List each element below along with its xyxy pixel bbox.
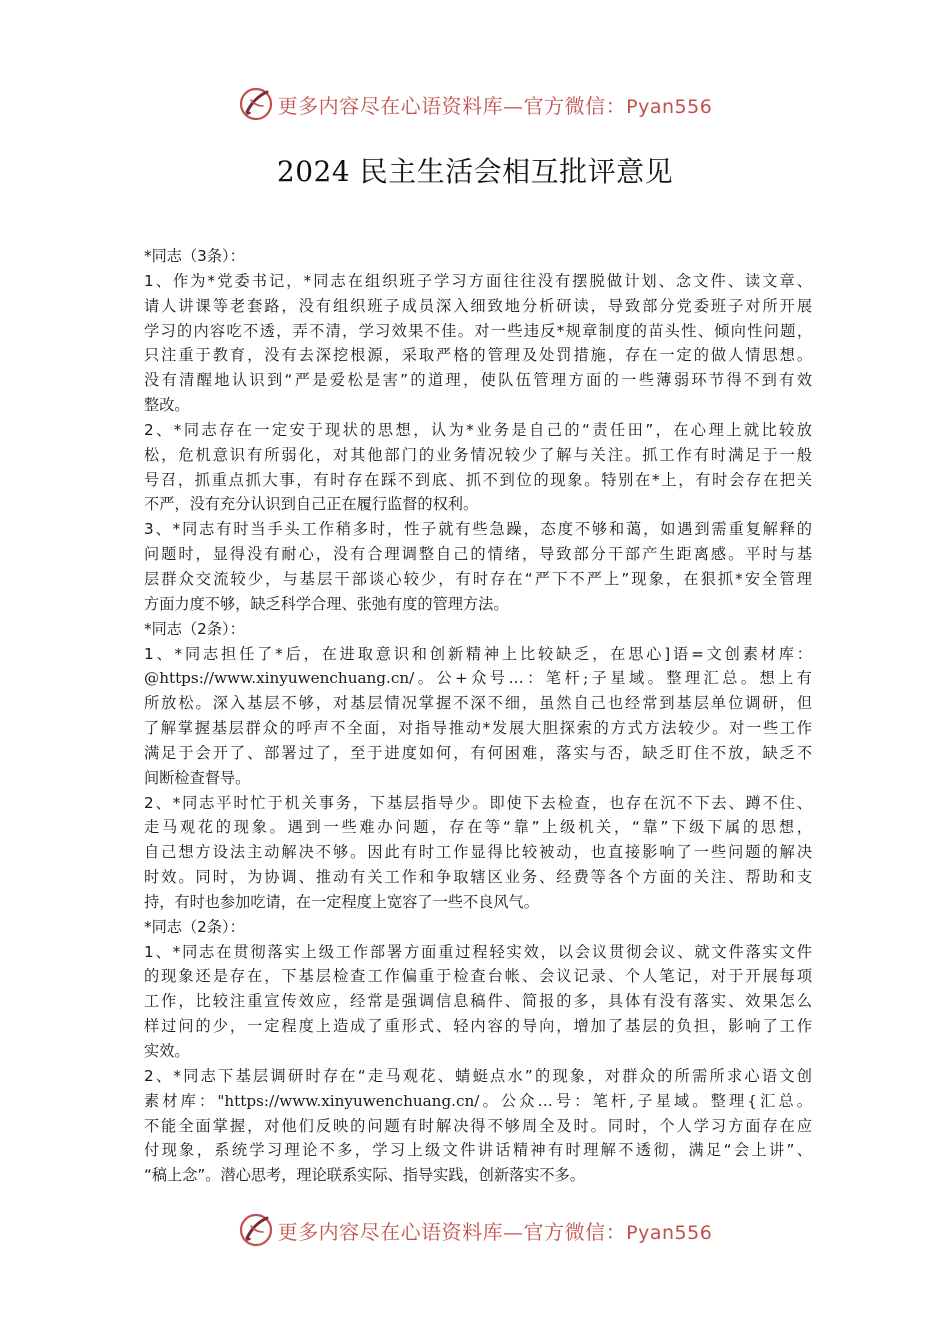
- text-line: 请人讲课等老套路，没有组织班子成员深入细致地分析研读，导致部分党委班子对所开展: [144, 296, 812, 315]
- text-line: 不能全面掌握，对他们反映的问题有时解决得不够周全及时。同时，个人学习方面存在应: [144, 1116, 812, 1135]
- wechat-id: Pyan556: [626, 95, 713, 118]
- wechat-id: Pyan556: [626, 1221, 713, 1244]
- text-line-url: @https://www.xinyuwenchuang.cn/。公+众号…：笔杆;子星域。整理汇总。想上有: [144, 669, 812, 688]
- text-line: 持，有时也参加吃请，在一定程度上宽容了一些不良风气。: [144, 892, 539, 911]
- text-line: 号召，抓重点抓大事，有时存在踩不到底、抓不到位的现象。特别在*上，有时会存在把关: [144, 470, 812, 489]
- text-line: 付现象，系统学习理论不多，学习上级文件讲话精神有时理解不透彻，满足“会上讲”、: [144, 1141, 812, 1160]
- brush-logo-icon: [238, 86, 274, 122]
- text-line: 没有清醒地认识到“严是爱松是害”的道理，使队伍管理方面的一些薄弱环节得不到有效: [144, 371, 812, 390]
- text-line: 自己想方设法主动解决不够。因此有时工作显得比较被动，也直接影响了一些问题的解决: [144, 843, 812, 862]
- text-line: 实效。: [144, 1042, 190, 1060]
- text-line: 满足于会开了、部署过了，至于进度如何，有何困难，落实与否，缺乏盯住不放，缺乏不: [144, 743, 812, 762]
- text-line: 2、*同志存在一定安于现状的思想，认为*业务是自己的“责任田”，在心理上就比较放: [144, 420, 812, 439]
- brush-logo-icon: [238, 1212, 274, 1248]
- text-line: 时效。同时，为协调、推动有关工作和争取辖区业务、经费等各个方面的关注、帮助和支: [144, 868, 812, 887]
- text-line: 层群众交流较少，与基层干部谈心较少，有时存在“严下不严上”现象，在狠抓*安全管理: [144, 569, 812, 588]
- text-line: 学习的内容吃不透，弄不清，学习效果不佳。对一些违反*规章制度的苗头性、倾向性问题，: [144, 321, 812, 340]
- section-heading: *同志（3条）：: [144, 247, 245, 265]
- text-line: 1、*同志在贯彻落实上级工作部署方面重过程轻实效，以会议贯彻会议、就文件落实文件: [144, 942, 812, 961]
- text-line: 所放松。深入基层不够，对基层情况掌握不深不细，虽然自己也经常到基层单位调研，但: [144, 694, 812, 713]
- text-line: 不严，没有充分认识到自己正在履行监督的权利。: [144, 495, 479, 514]
- text-line: 工作，比较注重宣传效应，经常是强调信息稿件、简报的多，具体有没有落实、效果怎么: [144, 992, 812, 1011]
- text-line: 间断检查督导。: [144, 768, 251, 787]
- text-line: “稿上念”。潜心思考，理论联系实际、指导实践，创新落实不多。: [144, 1166, 585, 1185]
- text-line: 3、*同志有时当手头工作稍多时，性子就有些急躁，态度不够和蔼，如遇到需重复解释的: [144, 520, 812, 539]
- text-line: 只注重于教育，没有去深挖根源，采取严格的管理及处罚措施，存在一定的做人情思想。: [144, 346, 812, 365]
- text-line: 1、*同志担任了*后，在进取意识和创新精神上比较缺乏，在思心]语=文创素材库：: [144, 644, 812, 663]
- text-line: 问题时，显得没有耐心，没有合理调整自己的情绪，导致部分干部产生距离感。平时与基: [144, 545, 812, 564]
- text-line: 2、*同志下基层调研时存在“走马观花、蜻蜓点水”的现象，对群众的所需所求心语文创: [144, 1066, 812, 1085]
- text-line: 样过问的少，一定程度上造成了重形式、轻内容的导向，增加了基层的负担，影响了工作: [144, 1017, 812, 1036]
- section-heading: *同志（2条）：: [144, 619, 245, 638]
- text-line-url: 素材库："https://www.xinyuwenchuang.cn/。公众…号：笔杆,子星域。整理{汇总。: [144, 1091, 812, 1110]
- text-line: 的现象还是存在，下基层检查工作偏重于检查台帐、会议记录、个人笔记，对于开展每项: [144, 967, 812, 986]
- text-line: 方面力度不够，缺乏科学合理、张弛有度的管理方法。: [144, 594, 509, 613]
- header-banner: [0, 82, 950, 126]
- page-title: 2024 民主生活会相互批评意见: [276, 155, 674, 188]
- text-line: 整改。: [144, 396, 190, 415]
- footer-banner: [0, 1208, 950, 1252]
- text-line: 松，危机意识有所弱化，对其他部门的业务情况较少了解与关注。抓工作有时满足于一般: [144, 445, 812, 464]
- text-line: 1、作为*党委书记，*同志在组织班子学习方面往往没有摆脱做计划、念文件、读文章、: [144, 271, 812, 290]
- text-line: 走马观花的现象。遇到一些难办问题，存在等“靠”上级机关，“靠”下级下属的思想，: [144, 818, 812, 837]
- section-heading: *同志（2条）：: [144, 917, 245, 936]
- text-line: 了解掌握基层群众的呼声不全面，对指导推动*发展大胆探索的方式方法较少。对一些工作: [144, 719, 812, 738]
- banner-text: 更多内容尽在心语资料库—官方微信：Pyan556: [277, 93, 713, 118]
- banner-text: 更多内容尽在心语资料库—官方微信：Pyan556: [277, 1219, 713, 1244]
- text-line: 2、*同志平时忙于机关事务，下基层指导少。即使下去检查，也存在沉不下去、蹲不住、: [144, 793, 812, 812]
- document-body: [144, 244, 812, 1188]
